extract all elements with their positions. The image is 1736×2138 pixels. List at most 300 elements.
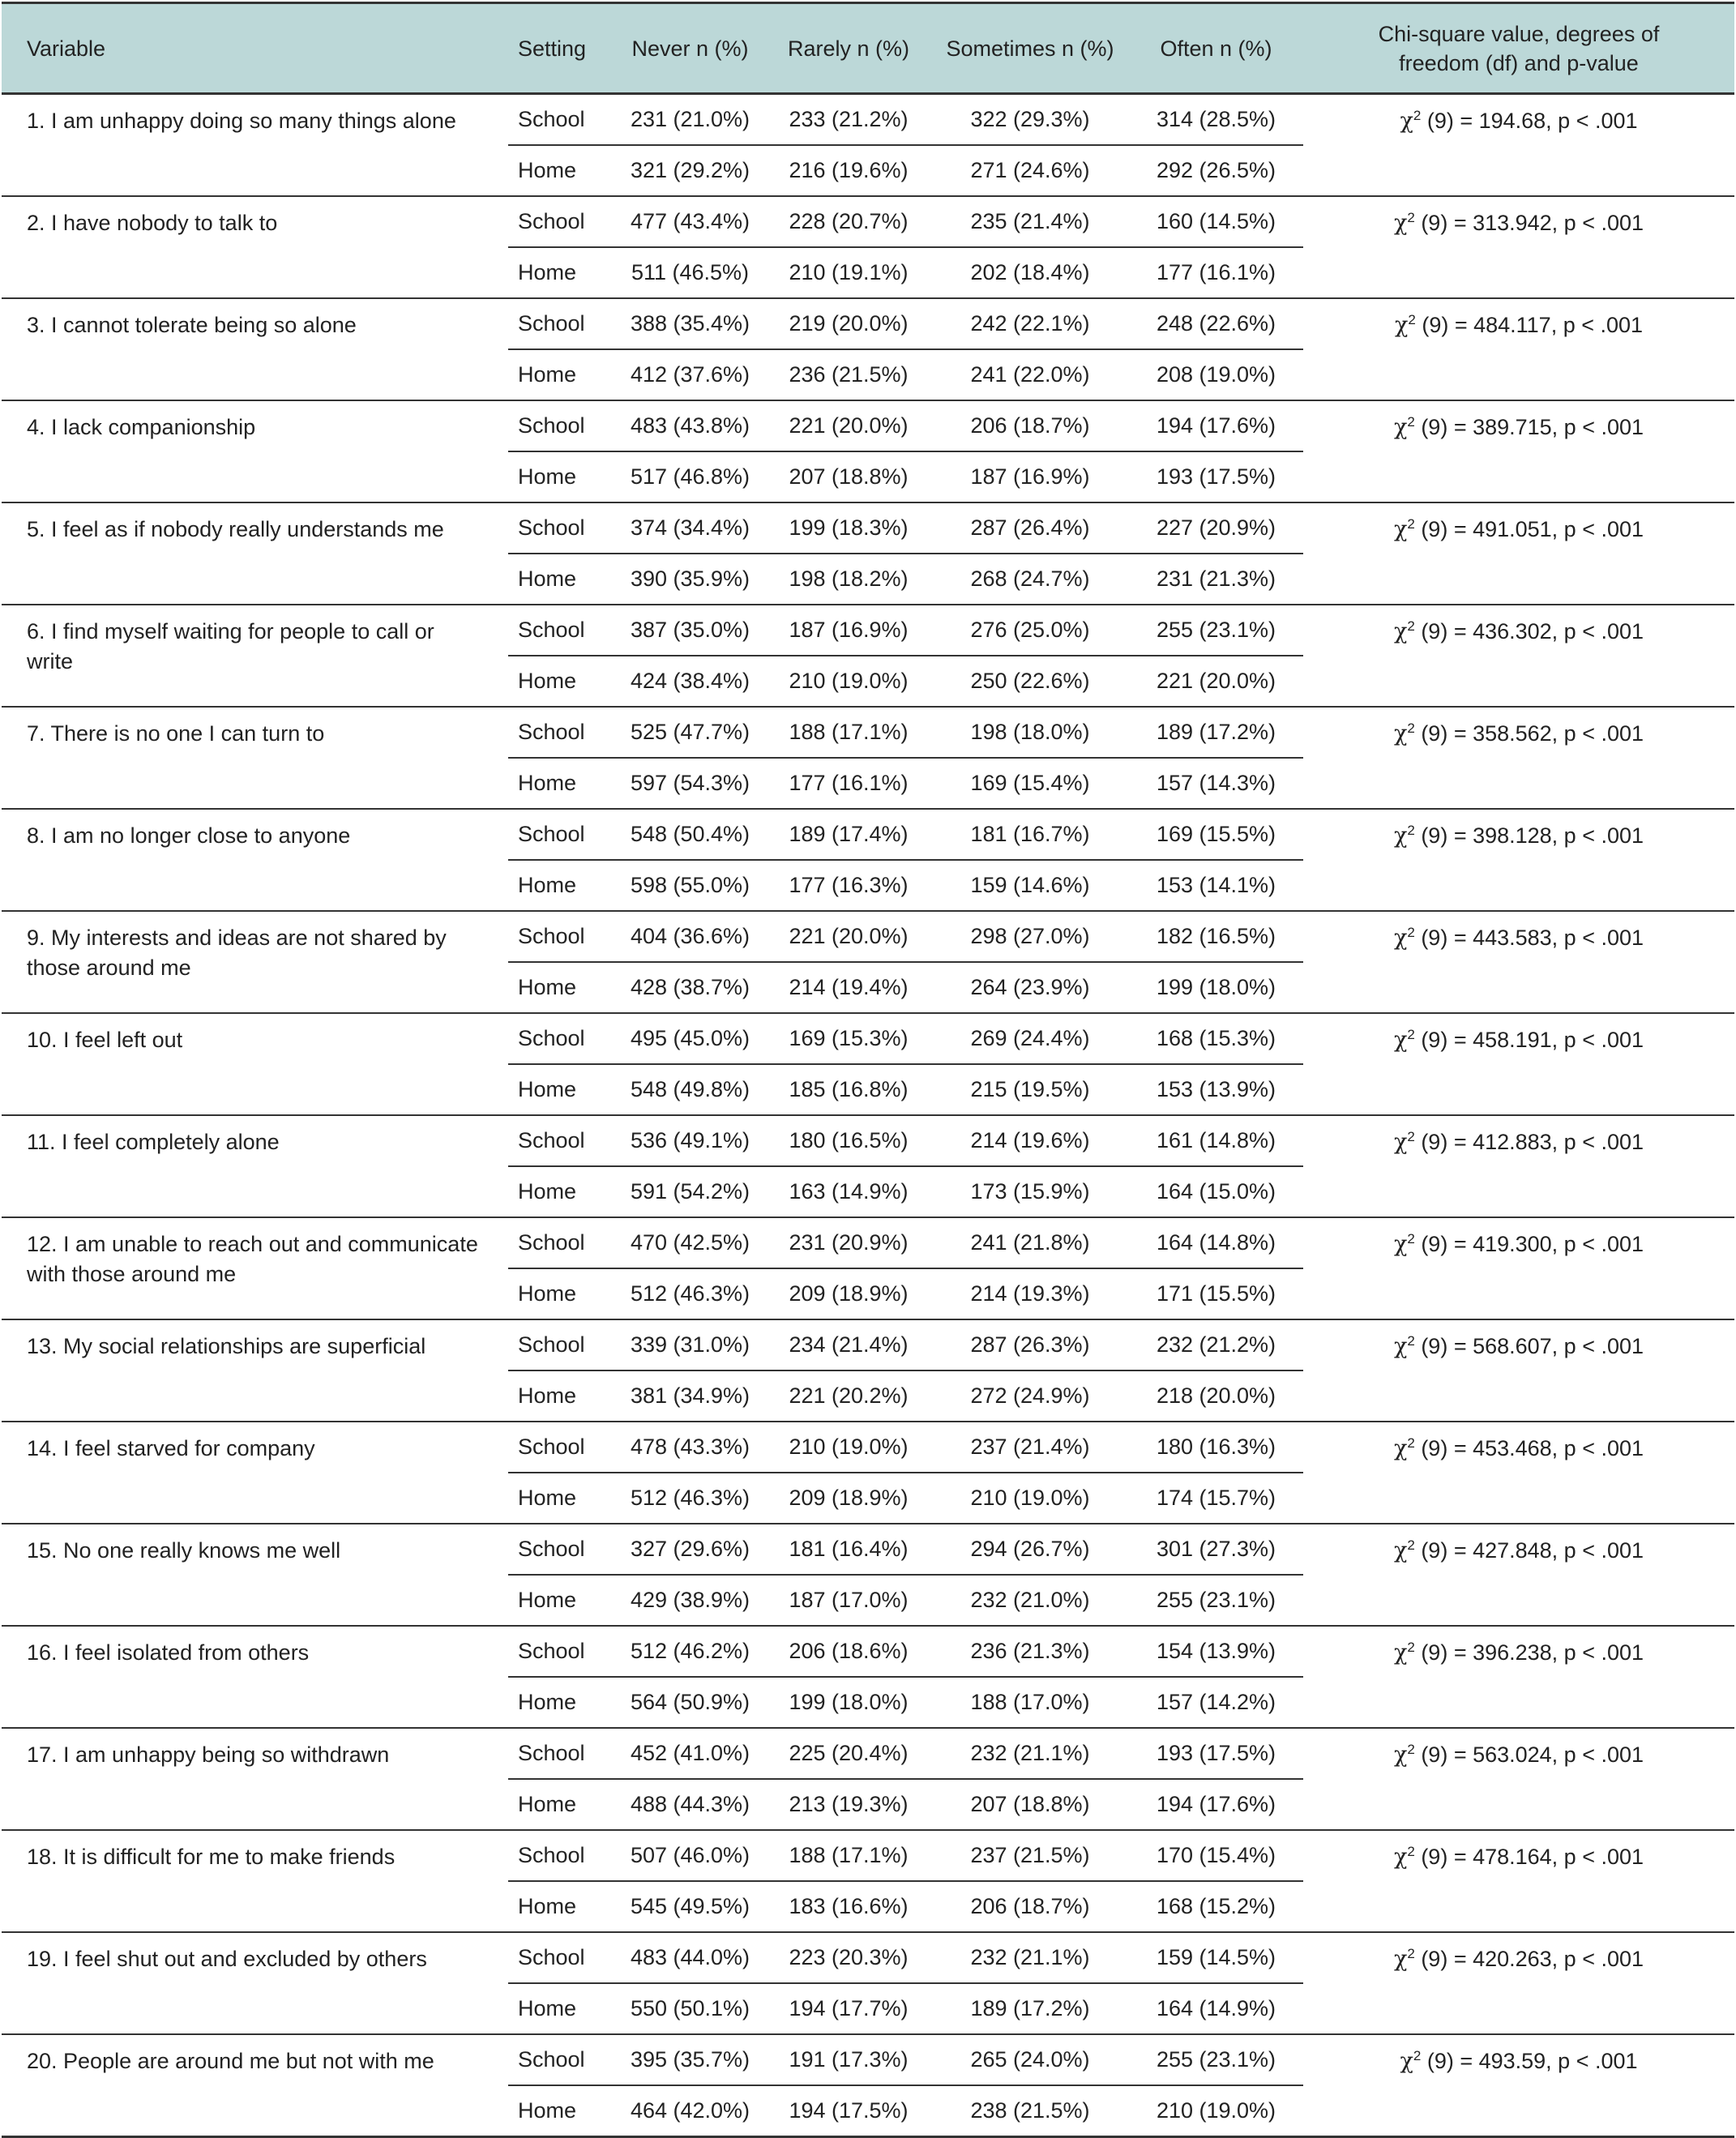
sometimes-cell: 207 (18.8%) xyxy=(931,1779,1129,1830)
never-cell: 507 (46.0%) xyxy=(614,1830,766,1881)
never-cell: 464 (42.0%) xyxy=(614,2085,766,2137)
often-cell: 153 (13.9%) xyxy=(1129,1064,1303,1115)
chi-square-value: (9) = 568.607, p < .001 xyxy=(1421,1334,1644,1358)
often-cell: 208 (19.0%) xyxy=(1129,349,1303,400)
sometimes-cell: 181 (16.7%) xyxy=(931,809,1129,860)
rarely-cell: 189 (17.4%) xyxy=(766,809,931,860)
setting-cell: School xyxy=(508,298,614,349)
often-cell: 255 (23.1%) xyxy=(1129,2034,1303,2085)
chi-symbol: χ xyxy=(1393,926,1408,951)
never-cell: 424 (38.4%) xyxy=(614,656,766,707)
often-cell: 164 (14.9%) xyxy=(1129,1983,1303,2034)
setting-cell: School xyxy=(508,809,614,860)
chi-square-value: (9) = 453.468, p < .001 xyxy=(1421,1436,1644,1460)
often-cell: 174 (15.7%) xyxy=(1129,1473,1303,1524)
setting-cell: Home xyxy=(508,145,614,196)
variable-cell: 7. There is no one I can turn to xyxy=(2,707,508,809)
rarely-cell: 177 (16.1%) xyxy=(766,758,931,809)
header-never: Never n (%) xyxy=(614,3,766,94)
chi-square-cell xyxy=(1303,1524,1734,1626)
never-cell: 429 (38.9%) xyxy=(614,1575,766,1626)
chi-square-cell xyxy=(1303,707,1734,809)
often-cell: 314 (28.5%) xyxy=(1129,94,1303,146)
chi-symbol: χ xyxy=(1393,1742,1408,1768)
sometimes-cell: 232 (21.1%) xyxy=(931,1728,1129,1779)
sometimes-cell: 198 (18.0%) xyxy=(931,707,1129,758)
table-row-school xyxy=(2,1728,1734,1779)
never-cell: 545 (49.5%) xyxy=(614,1881,766,1932)
rarely-cell: 236 (21.5%) xyxy=(766,349,931,400)
setting-cell: Home xyxy=(508,451,614,502)
sometimes-cell: 188 (17.0%) xyxy=(931,1677,1129,1728)
superscript-two: 2 xyxy=(1407,1844,1415,1859)
often-cell: 159 (14.5%) xyxy=(1129,1932,1303,1983)
chi-symbol: χ xyxy=(1393,1028,1408,1053)
chi-square-cell xyxy=(1303,1217,1734,1319)
sometimes-cell: 215 (19.5%) xyxy=(931,1064,1129,1115)
setting-cell: Home xyxy=(508,1983,614,2034)
table-row-school xyxy=(2,1422,1734,1473)
setting-cell: Home xyxy=(508,1881,614,1932)
sometimes-cell: 237 (21.4%) xyxy=(931,1422,1129,1473)
variable-cell: 12. I am unable to reach out and communicate with those around me xyxy=(2,1217,508,1319)
often-cell: 194 (17.6%) xyxy=(1129,400,1303,451)
variable-cell: 8. I am no longer close to anyone xyxy=(2,809,508,911)
setting-cell: School xyxy=(508,1422,614,1473)
rarely-cell: 191 (17.3%) xyxy=(766,2034,931,2085)
table-row-school xyxy=(2,911,1734,962)
often-cell: 161 (14.8%) xyxy=(1129,1115,1303,1166)
variable-cell: 14. I feel starved for company xyxy=(2,1422,508,1524)
table-row-school xyxy=(2,605,1734,656)
rarely-cell: 188 (17.1%) xyxy=(766,1830,931,1881)
superscript-two: 2 xyxy=(1407,1946,1415,1961)
setting-cell: School xyxy=(508,1319,614,1370)
often-cell: 221 (20.0%) xyxy=(1129,656,1303,707)
never-cell: 525 (47.7%) xyxy=(614,707,766,758)
superscript-two: 2 xyxy=(1407,1640,1415,1655)
often-cell: 255 (23.1%) xyxy=(1129,605,1303,656)
table-row-school xyxy=(2,196,1734,247)
often-cell: 218 (20.0%) xyxy=(1129,1370,1303,1422)
sometimes-cell: 241 (21.8%) xyxy=(931,1217,1129,1268)
never-cell: 511 (46.5%) xyxy=(614,247,766,298)
variable-cell: 11. I feel completely alone xyxy=(2,1115,508,1217)
chi-square-value: (9) = 478.164, p < .001 xyxy=(1421,1845,1644,1869)
never-cell: 564 (50.9%) xyxy=(614,1677,766,1728)
sometimes-cell: 235 (21.4%) xyxy=(931,196,1129,247)
never-cell: 388 (35.4%) xyxy=(614,298,766,349)
chi-square-cell xyxy=(1303,2034,1734,2137)
rarely-cell: 177 (16.3%) xyxy=(766,860,931,911)
chi-square-cell xyxy=(1303,1013,1734,1115)
never-cell: 512 (46.3%) xyxy=(614,1473,766,1524)
chi-symbol: χ xyxy=(1393,721,1408,746)
chi-symbol: χ xyxy=(1393,517,1408,542)
rarely-cell: 231 (20.9%) xyxy=(766,1217,931,1268)
sometimes-cell: 210 (19.0%) xyxy=(931,1473,1129,1524)
chi-square-value: (9) = 396.238, p < .001 xyxy=(1421,1640,1644,1665)
chi-symbol: χ xyxy=(1393,1130,1408,1155)
never-cell: 428 (38.7%) xyxy=(614,962,766,1013)
never-cell: 327 (29.6%) xyxy=(614,1524,766,1575)
superscript-two: 2 xyxy=(1407,516,1415,532)
setting-cell: School xyxy=(508,605,614,656)
superscript-two: 2 xyxy=(1413,2048,1422,2063)
variable-cell: 4. I lack companionship xyxy=(2,400,508,502)
rarely-cell: 221 (20.0%) xyxy=(766,400,931,451)
rarely-cell: 206 (18.6%) xyxy=(766,1626,931,1677)
variable-cell: 17. I am unhappy being so withdrawn xyxy=(2,1728,508,1830)
variable-cell: 9. My interests and ideas are not shared by those around me xyxy=(2,911,508,1013)
chi-square-cell xyxy=(1303,502,1734,605)
table-row-school xyxy=(2,2034,1734,2085)
often-cell: 227 (20.9%) xyxy=(1129,502,1303,554)
rarely-cell: 188 (17.1%) xyxy=(766,707,931,758)
chi-square-cell xyxy=(1303,1830,1734,1932)
sometimes-cell: 272 (24.9%) xyxy=(931,1370,1129,1422)
never-cell: 477 (43.4%) xyxy=(614,196,766,247)
header-sometimes: Sometimes n (%) xyxy=(931,3,1129,94)
chi-square-value: (9) = 484.117, p < .001 xyxy=(1422,313,1644,337)
setting-cell: Home xyxy=(508,1268,614,1319)
table-row-school xyxy=(2,1217,1734,1268)
often-cell: 157 (14.2%) xyxy=(1129,1677,1303,1728)
chi-square-value: (9) = 194.68, p < .001 xyxy=(1426,109,1638,133)
rarely-cell: 198 (18.2%) xyxy=(766,554,931,605)
table-header xyxy=(2,3,1734,94)
header-setting: Setting xyxy=(508,3,614,94)
setting-cell: Home xyxy=(508,1677,614,1728)
setting-cell: Home xyxy=(508,1473,614,1524)
setting-cell: School xyxy=(508,911,614,962)
rarely-cell: 210 (19.1%) xyxy=(766,247,931,298)
superscript-two: 2 xyxy=(1407,823,1415,838)
setting-cell: Home xyxy=(508,860,614,911)
chi-square-value: (9) = 427.848, p < .001 xyxy=(1421,1538,1644,1563)
setting-cell: School xyxy=(508,1524,614,1575)
rarely-cell: 163 (14.9%) xyxy=(766,1166,931,1217)
never-cell: 483 (44.0%) xyxy=(614,1932,766,1983)
often-cell: 177 (16.1%) xyxy=(1129,247,1303,298)
setting-cell: Home xyxy=(508,1370,614,1422)
chi-square-cell xyxy=(1303,400,1734,502)
often-cell: 194 (17.6%) xyxy=(1129,1779,1303,1830)
chi-square-value: (9) = 412.883, p < .001 xyxy=(1421,1130,1644,1154)
chi-square-value: (9) = 436.302, p < .001 xyxy=(1421,619,1644,644)
never-cell: 478 (43.3%) xyxy=(614,1422,766,1473)
never-cell: 483 (43.8%) xyxy=(614,400,766,451)
chi-square-cell xyxy=(1303,298,1734,400)
often-cell: 169 (15.5%) xyxy=(1129,809,1303,860)
header-often: Often n (%) xyxy=(1129,3,1303,94)
chi-square-cell xyxy=(1303,94,1734,197)
sometimes-cell: 238 (21.5%) xyxy=(931,2085,1129,2137)
rarely-cell: 228 (20.7%) xyxy=(766,196,931,247)
often-cell: 193 (17.5%) xyxy=(1129,1728,1303,1779)
rarely-cell: 234 (21.4%) xyxy=(766,1319,931,1370)
often-cell: 199 (18.0%) xyxy=(1129,962,1303,1013)
table-row-school xyxy=(2,1524,1734,1575)
never-cell: 412 (37.6%) xyxy=(614,349,766,400)
setting-cell: Home xyxy=(508,349,614,400)
never-cell: 495 (45.0%) xyxy=(614,1013,766,1064)
table-row-school xyxy=(2,94,1734,146)
setting-cell: School xyxy=(508,400,614,451)
table-row-school xyxy=(2,1932,1734,1983)
header-rarely: Rarely n (%) xyxy=(766,3,931,94)
chi-symbol: χ xyxy=(1394,313,1409,338)
sometimes-cell: 322 (29.3%) xyxy=(931,94,1129,146)
sometimes-cell: 232 (21.1%) xyxy=(931,1932,1129,1983)
chi-square-value: (9) = 563.024, p < .001 xyxy=(1421,1742,1644,1767)
table-row-school xyxy=(2,400,1734,451)
setting-cell: Home xyxy=(508,1575,614,1626)
sometimes-cell: 264 (23.9%) xyxy=(931,962,1129,1013)
sometimes-cell: 268 (24.7%) xyxy=(931,554,1129,605)
variable-cell: 2. I have nobody to talk to xyxy=(2,196,508,298)
never-cell: 231 (21.0%) xyxy=(614,94,766,146)
sometimes-cell: 214 (19.3%) xyxy=(931,1268,1129,1319)
superscript-two: 2 xyxy=(1407,1435,1415,1451)
often-cell: 255 (23.1%) xyxy=(1129,1575,1303,1626)
setting-cell: School xyxy=(508,94,614,146)
rarely-cell: 209 (18.9%) xyxy=(766,1473,931,1524)
often-cell: 154 (13.9%) xyxy=(1129,1626,1303,1677)
sometimes-cell: 202 (18.4%) xyxy=(931,247,1129,298)
never-cell: 390 (35.9%) xyxy=(614,554,766,605)
setting-cell: School xyxy=(508,2034,614,2085)
sometimes-cell: 250 (22.6%) xyxy=(931,656,1129,707)
rarely-cell: 194 (17.5%) xyxy=(766,2085,931,2137)
chi-symbol: χ xyxy=(1400,2049,1413,2074)
sometimes-cell: 206 (18.7%) xyxy=(931,400,1129,451)
chi-square-value: (9) = 458.191, p < .001 xyxy=(1421,1028,1644,1052)
table-row-school xyxy=(2,1319,1734,1370)
often-cell: 189 (17.2%) xyxy=(1129,707,1303,758)
chi-symbol: χ xyxy=(1393,1947,1408,1972)
never-cell: 395 (35.7%) xyxy=(614,2034,766,2085)
chi-symbol: χ xyxy=(1393,1436,1408,1461)
never-cell: 598 (55.0%) xyxy=(614,860,766,911)
rarely-cell: 210 (19.0%) xyxy=(766,656,931,707)
sometimes-cell: 189 (17.2%) xyxy=(931,1983,1129,2034)
rarely-cell: 225 (20.4%) xyxy=(766,1728,931,1779)
setting-cell: Home xyxy=(508,554,614,605)
never-cell: 488 (44.3%) xyxy=(614,1779,766,1830)
often-cell: 170 (15.4%) xyxy=(1129,1830,1303,1881)
chi-symbol: χ xyxy=(1393,1232,1408,1257)
often-cell: 153 (14.1%) xyxy=(1129,860,1303,911)
setting-cell: School xyxy=(508,1013,614,1064)
chi-symbol: χ xyxy=(1393,1845,1408,1870)
sometimes-cell: 159 (14.6%) xyxy=(931,860,1129,911)
variable-cell: 5. I feel as if nobody really understands me xyxy=(2,502,508,605)
rarely-cell: 207 (18.8%) xyxy=(766,451,931,502)
rarely-cell: 183 (16.6%) xyxy=(766,1881,931,1932)
superscript-two: 2 xyxy=(1413,108,1422,123)
often-cell: 164 (14.8%) xyxy=(1129,1217,1303,1268)
variable-cell: 10. I feel left out xyxy=(2,1013,508,1115)
chi-square-cell xyxy=(1303,809,1734,911)
header-chi-square: Chi-square value, degrees of freedom (df) and p-value xyxy=(1303,3,1734,94)
never-cell: 512 (46.2%) xyxy=(614,1626,766,1677)
often-cell: 164 (15.0%) xyxy=(1129,1166,1303,1217)
superscript-two: 2 xyxy=(1408,312,1416,327)
chi-square-value: (9) = 491.051, p < .001 xyxy=(1421,517,1644,541)
superscript-two: 2 xyxy=(1407,1333,1415,1349)
often-cell: 292 (26.5%) xyxy=(1129,145,1303,196)
superscript-two: 2 xyxy=(1407,618,1415,634)
chi-square-value: (9) = 398.128, p < .001 xyxy=(1421,823,1644,848)
superscript-two: 2 xyxy=(1407,1537,1415,1553)
superscript-two: 2 xyxy=(1407,414,1415,430)
chi-square-cell xyxy=(1303,1422,1734,1524)
chi-square-value: (9) = 419.300, p < .001 xyxy=(1421,1232,1644,1256)
chi-symbol: χ xyxy=(1393,619,1408,644)
rarely-cell: 233 (21.2%) xyxy=(766,94,931,146)
never-cell: 321 (29.2%) xyxy=(614,145,766,196)
chi-square-value: (9) = 420.263, p < .001 xyxy=(1421,1947,1644,1971)
often-cell: 248 (22.6%) xyxy=(1129,298,1303,349)
header-variable: Variable xyxy=(2,3,508,94)
setting-cell: Home xyxy=(508,2085,614,2137)
chi-square-cell xyxy=(1303,605,1734,707)
rarely-cell: 221 (20.0%) xyxy=(766,911,931,962)
sometimes-cell: 298 (27.0%) xyxy=(931,911,1129,962)
table-row-school xyxy=(2,1115,1734,1166)
never-cell: 591 (54.2%) xyxy=(614,1166,766,1217)
chi-square-value: (9) = 358.562, p < .001 xyxy=(1421,721,1644,746)
sometimes-cell: 294 (26.7%) xyxy=(931,1524,1129,1575)
often-cell: 231 (21.3%) xyxy=(1129,554,1303,605)
variable-cell: 18. It is difficult for me to make friends xyxy=(2,1830,508,1932)
setting-cell: School xyxy=(508,196,614,247)
never-cell: 470 (42.5%) xyxy=(614,1217,766,1268)
variable-cell: 6. I find myself waiting for people to call or write xyxy=(2,605,508,707)
chi-square-cell xyxy=(1303,1728,1734,1830)
chi-symbol: χ xyxy=(1393,415,1408,440)
setting-cell: School xyxy=(508,1932,614,1983)
setting-cell: School xyxy=(508,1217,614,1268)
superscript-two: 2 xyxy=(1407,1129,1415,1144)
often-cell: 157 (14.3%) xyxy=(1129,758,1303,809)
superscript-two: 2 xyxy=(1407,925,1415,940)
chi-symbol: χ xyxy=(1393,823,1408,849)
rarely-cell: 213 (19.3%) xyxy=(766,1779,931,1830)
setting-cell: Home xyxy=(508,656,614,707)
superscript-two: 2 xyxy=(1407,1742,1415,1757)
table-row-school xyxy=(2,1013,1734,1064)
superscript-two: 2 xyxy=(1407,721,1415,736)
rarely-cell: 219 (20.0%) xyxy=(766,298,931,349)
sometimes-cell: 236 (21.3%) xyxy=(931,1626,1129,1677)
often-cell: 168 (15.2%) xyxy=(1129,1881,1303,1932)
loneliness-table xyxy=(2,2,1734,2138)
sometimes-cell: 242 (22.1%) xyxy=(931,298,1129,349)
sometimes-cell: 169 (15.4%) xyxy=(931,758,1129,809)
table-row-school xyxy=(2,1626,1734,1677)
setting-cell: School xyxy=(508,707,614,758)
often-cell: 232 (21.2%) xyxy=(1129,1319,1303,1370)
chi-square-value: (9) = 443.583, p < .001 xyxy=(1421,926,1644,950)
rarely-cell: 210 (19.0%) xyxy=(766,1422,931,1473)
never-cell: 339 (31.0%) xyxy=(614,1319,766,1370)
chi-square-value: (9) = 389.715, p < .001 xyxy=(1421,415,1644,439)
variable-cell: 13. My social relationships are superficial xyxy=(2,1319,508,1422)
chi-symbol: χ xyxy=(1400,109,1413,134)
superscript-two: 2 xyxy=(1407,210,1415,225)
chi-square-value: (9) = 493.59, p < .001 xyxy=(1426,2049,1638,2073)
sometimes-cell: 269 (24.4%) xyxy=(931,1013,1129,1064)
never-cell: 374 (34.4%) xyxy=(614,502,766,554)
rarely-cell: 199 (18.3%) xyxy=(766,502,931,554)
chi-square-cell xyxy=(1303,1932,1734,2034)
rarely-cell: 223 (20.3%) xyxy=(766,1932,931,1983)
sometimes-cell: 241 (22.0%) xyxy=(931,349,1129,400)
chi-symbol: χ xyxy=(1393,211,1408,236)
setting-cell: Home xyxy=(508,1166,614,1217)
setting-cell: School xyxy=(508,1830,614,1881)
variable-cell: 16. I feel isolated from others xyxy=(2,1626,508,1728)
often-cell: 180 (16.3%) xyxy=(1129,1422,1303,1473)
rarely-cell: 181 (16.4%) xyxy=(766,1524,931,1575)
rarely-cell: 194 (17.7%) xyxy=(766,1983,931,2034)
setting-cell: Home xyxy=(508,962,614,1013)
sometimes-cell: 276 (25.0%) xyxy=(931,605,1129,656)
rarely-cell: 216 (19.6%) xyxy=(766,145,931,196)
sometimes-cell: 187 (16.9%) xyxy=(931,451,1129,502)
often-cell: 210 (19.0%) xyxy=(1129,2085,1303,2137)
chi-square-cell xyxy=(1303,1319,1734,1422)
setting-cell: School xyxy=(508,1115,614,1166)
chi-square-value: (9) = 313.942, p < .001 xyxy=(1421,211,1644,235)
often-cell: 182 (16.5%) xyxy=(1129,911,1303,962)
sometimes-cell: 287 (26.4%) xyxy=(931,502,1129,554)
often-cell: 193 (17.5%) xyxy=(1129,451,1303,502)
setting-cell: Home xyxy=(508,758,614,809)
variable-cell: 15. No one really knows me well xyxy=(2,1524,508,1626)
never-cell: 550 (50.1%) xyxy=(614,1983,766,2034)
chi-square-cell xyxy=(1303,1626,1734,1728)
chi-square-cell xyxy=(1303,1115,1734,1217)
never-cell: 452 (41.0%) xyxy=(614,1728,766,1779)
sometimes-cell: 206 (18.7%) xyxy=(931,1881,1129,1932)
never-cell: 381 (34.9%) xyxy=(614,1370,766,1422)
chi-symbol: χ xyxy=(1393,1640,1408,1666)
setting-cell: Home xyxy=(508,1779,614,1830)
never-cell: 597 (54.3%) xyxy=(614,758,766,809)
table-body xyxy=(2,94,1734,2137)
setting-cell: School xyxy=(508,1728,614,1779)
variable-cell: 1. I am unhappy doing so many things alone xyxy=(2,94,508,197)
superscript-two: 2 xyxy=(1407,1231,1415,1246)
often-cell: 301 (27.3%) xyxy=(1129,1524,1303,1575)
sometimes-cell: 265 (24.0%) xyxy=(931,2034,1129,2085)
rarely-cell: 187 (17.0%) xyxy=(766,1575,931,1626)
never-cell: 404 (36.6%) xyxy=(614,911,766,962)
rarely-cell: 180 (16.5%) xyxy=(766,1115,931,1166)
setting-cell: Home xyxy=(508,1064,614,1115)
rarely-cell: 169 (15.3%) xyxy=(766,1013,931,1064)
table-row-school xyxy=(2,502,1734,554)
chi-square-cell xyxy=(1303,911,1734,1013)
never-cell: 548 (50.4%) xyxy=(614,809,766,860)
rarely-cell: 209 (18.9%) xyxy=(766,1268,931,1319)
chi-symbol: χ xyxy=(1393,1538,1408,1563)
never-cell: 548 (49.8%) xyxy=(614,1064,766,1115)
superscript-two: 2 xyxy=(1407,1027,1415,1042)
